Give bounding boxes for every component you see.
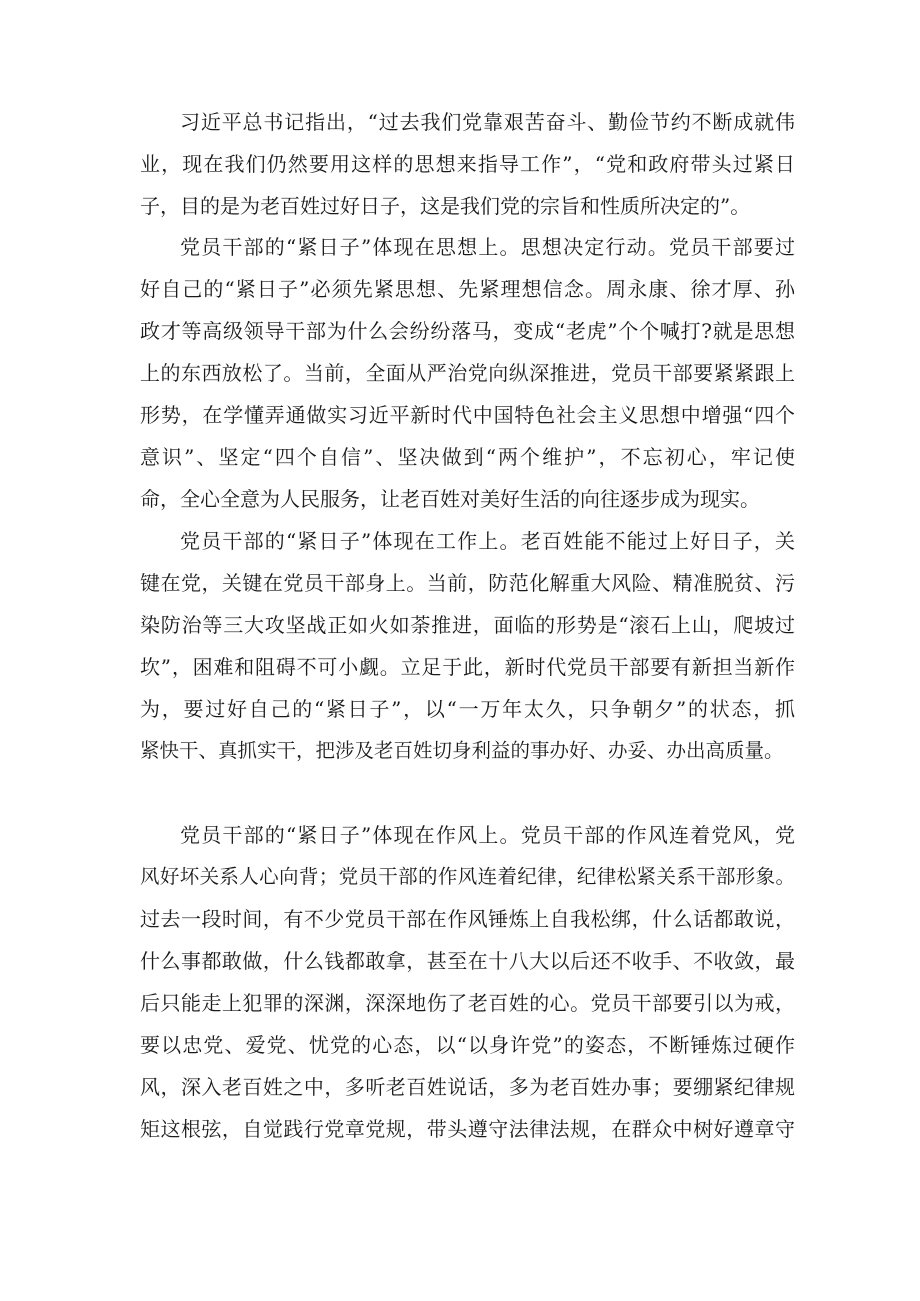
paragraph-line: 后只能走上犯罪的深渊，深深地伤了老百姓的心。党员干部要引以为戒， — [140, 991, 795, 1015]
paragraph-3 — [140, 520, 795, 772]
paragraph-line: 业，现在我们仍然要用这样的思想来指导工作”，“党和政府带头过紧日 — [140, 152, 795, 176]
paragraph-line: 风，深入老百姓之中，多听老百姓说话，多为老百姓办事；要绷紧纪律规 — [140, 1075, 795, 1099]
paragraph-line: 键在党，关键在党员干部身上。当前，防范化解重大风险、精准脱贫、污 — [140, 571, 795, 595]
paragraph-line: 党员干部的“紧日子”体现在工作上。老百姓能不能过上好日子，关 — [180, 529, 795, 553]
paragraph-line: 过去一段时间，有不少党员干部在作风锤炼上自我松绑，什么话都敢说， — [140, 907, 795, 931]
paragraph-line: 坎”，困难和阻碍不可小觑。立足于此，新时代党员干部要有新担当新作 — [140, 655, 795, 679]
paragraph-line: 矩这根弦，自觉践行党章党规，带头遵守法律法规，在群众中树好遵章守 — [140, 1117, 795, 1141]
paragraph-line: 形势，在学懂弄通做实习近平新时代中国特色社会主义思想中增强“四个 — [140, 403, 795, 427]
paragraph-2 — [140, 226, 795, 520]
paragraph-line: 什么事都敢做，什么钱都敢拿，甚至在十八大以后还不收手、不收敛，最 — [140, 949, 795, 973]
paragraph-line: 好自己的“紧日子”必须先紧思想、先紧理想信念。周永康、徐才厚、孙 — [140, 277, 795, 301]
paragraph-4 — [140, 814, 795, 1150]
paragraph-line: 子，目的是为老百姓过好日子，这是我们党的宗旨和性质所决定的”。 — [140, 194, 751, 218]
paragraph-line: 风好坏关系人心向背；党员干部的作风连着纪律，纪律松紧关系干部形象。 — [140, 865, 795, 888]
paragraph-line: 紧快干、真抓实干，把涉及老百姓切身利益的事办好、办妥、办出高质量。 — [140, 739, 784, 762]
paragraph-line: 党员干部的“紧日子”体现在思想上。思想决定行动。党员干部要过 — [180, 235, 795, 259]
paragraph-line: 党员干部的“紧日子”体现在作风上。党员干部的作风连着党风，党 — [180, 823, 795, 847]
paragraph-line: 上的东西放松了。当前，全面从严治党向纵深推进，党员干部要紧紧跟上 — [140, 361, 795, 385]
paragraph-line: 为，要过好自己的“紧日子”，以“一万年太久，只争朝夕”的状态，抓 — [140, 697, 795, 721]
paragraph-1 — [140, 101, 795, 227]
paragraph-line: 命，全心全意为人民服务，让老百姓对美好生活的向往逐步成为现实。 — [140, 487, 760, 511]
paragraph-line: 意识”、坚定“四个自信”、坚决做到“两个维护”，不忘初心，牢记使 — [140, 445, 795, 469]
paragraph-line: 要以忠党、爱党、忧党的心态，以“以身许党”的姿态，不断锤炼过硬作 — [140, 1033, 795, 1057]
paragraph-line: 政才等高级领导干部为什么会纷纷落马，变成“老虎”个个喊打?就是思想 — [140, 319, 795, 343]
paragraph-line: 染防治等三大攻坚战正如火如荼推进，面临的形势是“滚石上山，爬坡过 — [140, 613, 795, 637]
paragraph-line: 习近平总书记指出，“过去我们党靠艰苦奋斗、勤俭节约不断成就伟 — [180, 110, 795, 134]
